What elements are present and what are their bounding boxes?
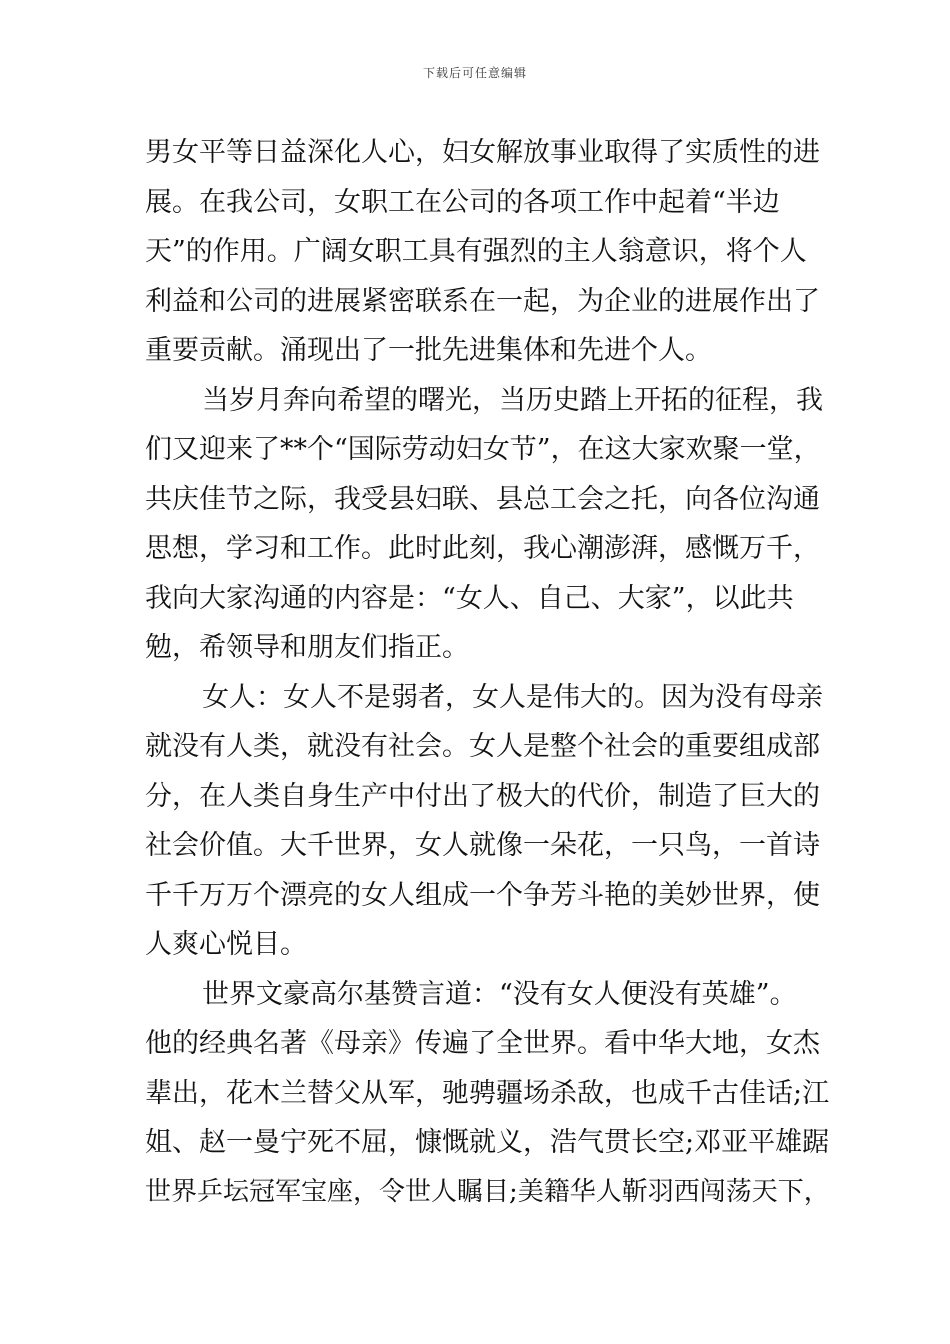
text-line: 千千万万个漂亮的女人组成一个争芳斗艳的美妙世界，使 [145, 879, 820, 911]
text-line: 我向大家沟通的内容是：“女人、自己、大家”，以此共 [145, 582, 794, 614]
text-line: 就没有人类，就没有社会。女人是整个社会的重要组成部 [145, 731, 820, 762]
text-line: 们又迎来了**个“国际劳动妇女节”，在这大家欢聚一堂， [145, 434, 821, 465]
text-line: 女人：女人不是弱者，女人是伟大的。因为没有母亲 [202, 681, 823, 713]
text-line: 他的经典名著《母亲》传遍了全世界。看中华大地，女杰 [145, 1028, 820, 1059]
text-line: 共庆佳节之际，我受县妇联、县总工会之托，向各位沟通 [145, 483, 820, 515]
page-header: 下载后可任意编辑 [422, 66, 527, 80]
text-line: 重要贡献。涌现出了一批先进集体和先进个人。 [145, 335, 712, 366]
text-line: 当岁月奔向希望的曙光，当历史踏上开拓的征程，我 [202, 384, 823, 416]
text-line: 天”的作用。广阔女职工具有强烈的主人翁意识，将个人 [145, 236, 807, 267]
text-line: 勉，希领导和朋友们指正。 [145, 632, 469, 663]
text-line: 利益和公司的进展紧密联系在一起，为企业的进展作出了 [145, 285, 820, 317]
text-line: 思想，学习和工作。此时此刻，我心潮澎湃，感慨万千， [145, 533, 820, 564]
text-line: 世界文豪高尔基赞言道：“没有女人便没有英雄”。 [202, 978, 797, 1010]
text-line: 世界乒坛冠军宝座，令世人瞩目;美籍华人靳羽西闯荡天下， [145, 1176, 830, 1207]
text-line: 人爽心悦目。 [145, 929, 307, 960]
text-line: 展。在我公司，女职工在公司的各项工作中起着“半边 [145, 186, 780, 218]
text-line: 社会价值。大千世界，女人就像一朵花，一只鸟，一首诗 [145, 830, 820, 861]
text-line: 分，在人类自身生产中付出了极大的代价，制造了巨大的 [145, 780, 820, 812]
text-line: 姐、赵一曼宁死不屈，慷慨就义，浩气贯长空;邓亚平雄踞 [145, 1127, 830, 1158]
text-line: 辈出，花木兰替父从军，驰骋疆场杀敌，也成千古佳话;江 [145, 1077, 830, 1109]
document-body [145, 128, 830, 1217]
text-line: 男女平等日益深化人心，妇女解放事业取得了实质性的进 [145, 137, 820, 168]
